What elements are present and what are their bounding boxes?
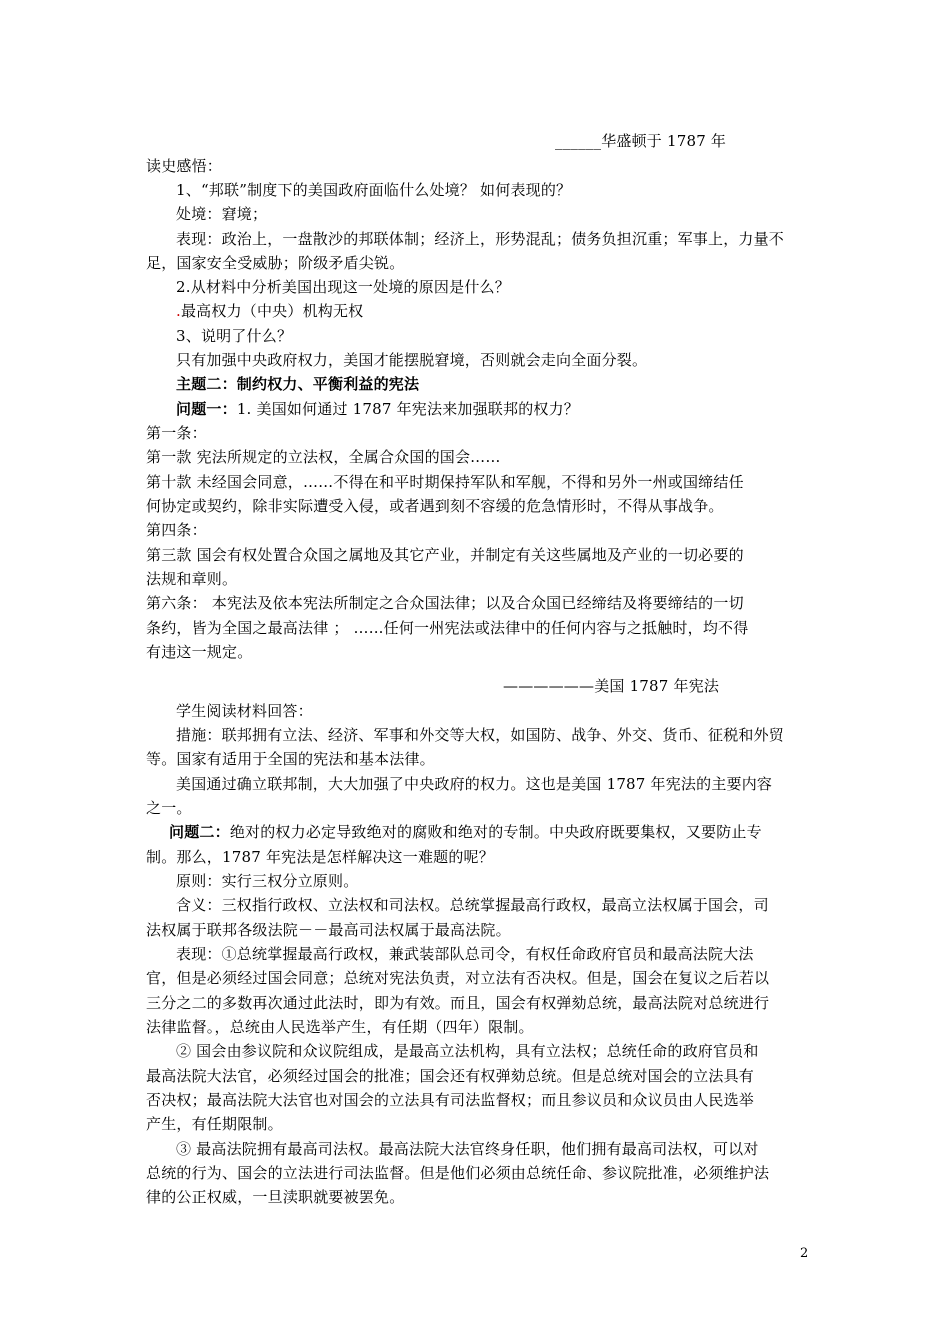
article-text: 第三款 国会有权处置合众国之属地及其它产业，并制定有关这些属地及产业的一切必要的 xyxy=(146,546,744,564)
paragraph-line: 最高法院大法官，必须经过国会的批准；国会还有权弹劾总统。但是总统对国会的立法具有 xyxy=(146,1067,755,1085)
paragraph-line: 法律监督。，总统由人民选举产生，有任期（四年）限制。 xyxy=(146,1018,534,1036)
paragraph-line: 含义：三权指行政权、立法权和司法权。总统掌握最高行政权，最高立法权属于国会，司 xyxy=(176,896,769,914)
paragraph-line: 官，但是必须经过国会同意；总统对宪法负责，对立法有否决权。但是，国会在复议之后若以 xyxy=(146,969,770,987)
paragraph-line: 学生阅读材料回答： xyxy=(176,702,313,720)
article-heading: 第一条： xyxy=(146,424,207,442)
question-heading: 问题一：1. 美国如何通过 1787 年宪法来加强联邦的权力？ xyxy=(176,400,580,418)
paragraph-line: ② 国会由参议院和众议院组成，是最高立法机构，具有立法权；总统任命的政府官员和 xyxy=(176,1042,759,1060)
paragraph-line: 法权属于联邦各级法院－－最高司法权属于最高法院。 xyxy=(146,921,511,939)
paragraph-line: 三分之二的多数再次通过此法时，即为有效。而且，国会有权弹劾总统，最高法院对总统进行 xyxy=(146,994,770,1012)
paragraph-line: 措施：联邦拥有立法、经济、军事和外交等大权，如国防、战争、外交、货币、征税和外贸 xyxy=(176,726,785,744)
article-text: 有违这一规定。 xyxy=(146,643,253,661)
answer-line: 只有加强中央政府权力，美国才能摆脱窘境，否则就会走向全面分裂。 xyxy=(176,351,648,369)
page-number: 2 xyxy=(800,1246,809,1261)
article-text: 第六条： 本宪法及依本宪法所制定之合众国法律；以及合众国已经缔结及将要缔结的一切 xyxy=(146,594,744,612)
article-text: 第十款 未经国会同意，……不得在和平时期保持军队和军舰，不得和另外一州或国缔结任 xyxy=(146,473,744,491)
paragraph-line: 否决权；最高法院大法官也对国会的立法具有司法监督权；而且参议员和众议员由人民选举 xyxy=(146,1091,755,1109)
article-text: 第一款 宪法所规定的立法权，全属合众国的国会…… xyxy=(146,448,501,466)
source-attribution: ——————美国 1787 年宪法 xyxy=(503,677,720,695)
question-2: 2.从材料中分析美国出现这一处境的原因是什么？ xyxy=(176,278,510,296)
question-heading: 问题二：绝对的权力必定导致绝对的腐败和绝对的专制。中央政府既要集权，又要防止专 xyxy=(169,823,762,841)
paragraph-line: 之一。 xyxy=(146,799,192,817)
paragraph-line: 等。国家有适用于全国的宪法和基本法律。 xyxy=(146,750,435,768)
paragraph-line: 美国通过确立联邦制，大大加强了中央政府的权力。这也是美国 1787 年宪法的主要内容 xyxy=(176,775,773,793)
question-1: 1、“邦联”制度下的美国政府面临什么处境？ 如何表现的？ xyxy=(176,181,572,199)
paragraph-line: 表现：①总统掌握最高行政权，兼武装部队总司令，有权任命政府官员和最高法院大法 xyxy=(176,945,754,963)
answer-line: 表现：政治上，一盘散沙的邦联体制；经济上，形势混乱；债务负担沉重；军事上，力量不 xyxy=(176,230,785,248)
topic-heading: 主题二：制约权力、平衡利益的宪法 xyxy=(176,375,420,393)
paragraph-line: 原则：实行三权分立原则。 xyxy=(176,872,359,890)
paragraph-line: 产生，有任期限制。 xyxy=(146,1115,283,1133)
answer-line: 处境：窘境； xyxy=(176,205,268,223)
paragraph-line: 律的公正权威，一旦渎职就要被罢免。 xyxy=(146,1188,405,1206)
answer-line: 足，国家安全受威胁；阶级矛盾尖锐。 xyxy=(146,254,405,272)
paragraph-line: 制。那么，1787 年宪法是怎样解决这一难题的呢？ xyxy=(146,848,494,866)
paragraph-line: 总统的行为、国会的立法进行司法监督。但是他们必须由总统任命、参议院批准，必须维护法 xyxy=(146,1164,770,1182)
article-text: 条约，皆为全国之最高法律 ； …...任何一州宪法或法律中的任何内容与之抵触时，均不得 xyxy=(146,619,749,637)
section-heading: 读史感悟： xyxy=(146,157,223,175)
article-text: 何协定或契约，除非实际遭受入侵，或者遇到刻不容缓的危急情形时，不得从事战争。 xyxy=(146,497,724,515)
answer-line: .最高权力（中央）机构无权 xyxy=(176,302,364,320)
article-text: 法规和章则。 xyxy=(146,570,238,588)
article-heading: 第四条： xyxy=(146,521,207,539)
question-3: 3、说明了什么？ xyxy=(176,327,293,345)
source-attribution: ______华盛顿于 1787 年 xyxy=(555,132,727,150)
paragraph-line: ③ 最高法院拥有最高司法权。最高法院大法官终身任职，他们拥有最高司法权，可以对 xyxy=(176,1140,759,1158)
